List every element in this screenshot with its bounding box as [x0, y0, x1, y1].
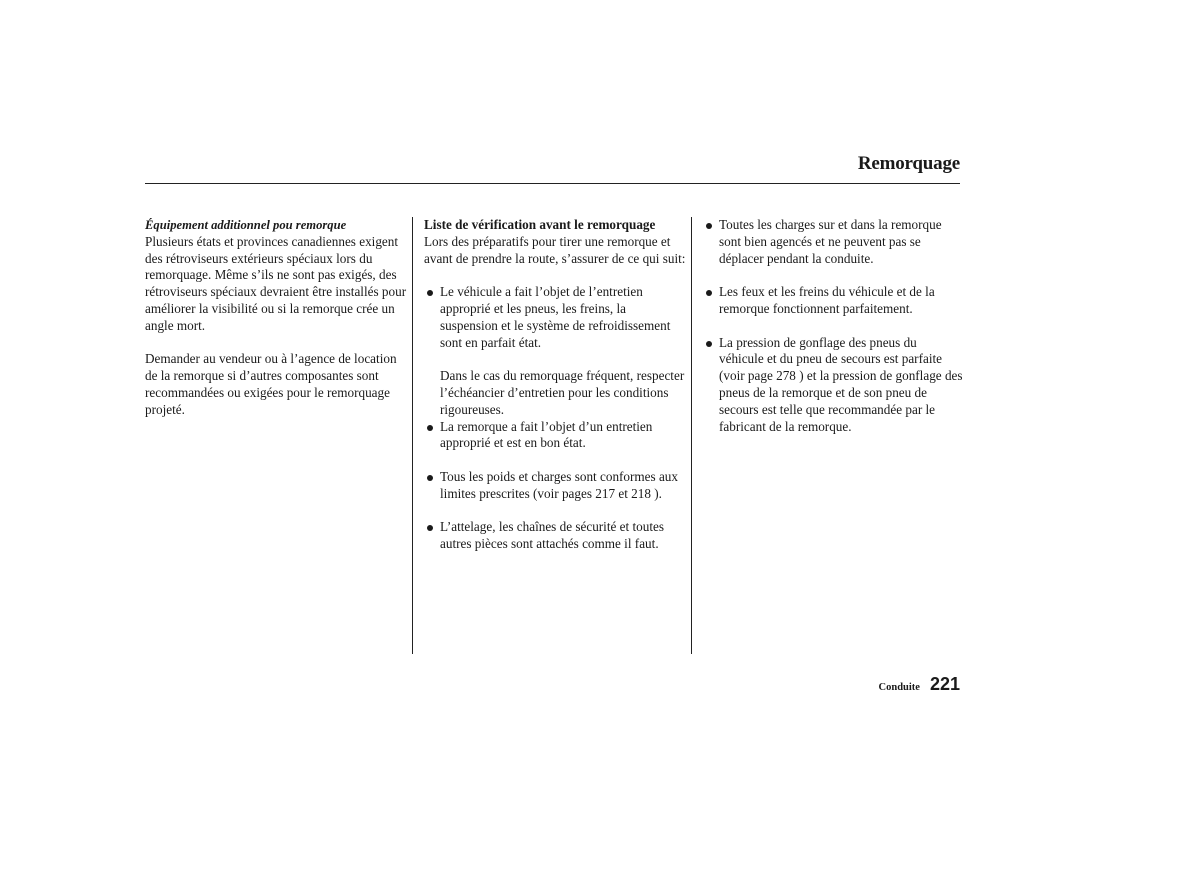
checklist-list: [424, 284, 686, 351]
column-1: [145, 217, 407, 419]
header-rule: [145, 183, 960, 184]
footer-section-label: Conduite: [878, 682, 920, 693]
maintenance-note: Dans le cas du remorquage fréquent, respecter l’échéancier d’entretien pour les conditions rigoureuses.: [440, 368, 685, 417]
bullet-icon: [706, 223, 712, 229]
column-3: [703, 217, 963, 452]
list-item: Toutes les charges sur et dans la remorque sont bien agencés et ne peuvent pas se déplacer pendant la conduite.: [703, 217, 963, 267]
list-item: Les feux et les freins du véhicule et de la remorque fonctionnent parfaitement.: [703, 284, 963, 318]
checklist-intro: Lors des préparatifs pour tirer une remorque et avant de prendre la route, s’assurer de ce qui suit:: [424, 233, 686, 266]
page-number: 221: [929, 674, 960, 694]
column-2: [424, 217, 686, 570]
bullet-icon: [706, 290, 712, 296]
bullet-icon: [427, 475, 433, 481]
bullet-icon: [427, 425, 433, 431]
bullet-icon: [427, 525, 433, 531]
page-footer: [879, 674, 960, 695]
list-item: La pression de gonflage des pneus du véhicule et du pneu de secours est parfaite (voir page 278 ) et la pression de gonflage des pneus de la remorque et de son pneu de secours est telle que recommandée par le fabricant de la remorque.: [703, 335, 963, 436]
bullet-icon: [706, 341, 712, 347]
section-heading-checklist: Liste de vérification avant le remorquage: [424, 217, 656, 232]
list-item: La remorque a fait l’objet d’un entretien approprié et est en bon état.: [424, 419, 686, 453]
list-item: Tous les poids et charges sont conformes aux limites prescrites (voir pages 217 et 218 ).: [424, 469, 686, 503]
paragraph-dealer: Demander au vendeur ou à l’agence de location de la remorque si d’autres composantes sont recommandées ou exigées pour le remorquage projeté.: [145, 351, 397, 417]
column-divider-2: [691, 217, 692, 654]
list-item: Le véhicule a fait l’objet de l’entretien approprié et les pneus, les freins, la suspension et le système de refroidissement sont en parfait état.: [424, 284, 686, 351]
bullet-icon: [427, 290, 433, 296]
column-divider-1: [412, 217, 413, 654]
page-title: Remorquage: [857, 153, 960, 174]
section-heading-equipment: Équipement additionnel pou remorque: [145, 218, 347, 232]
list-item: L’attelage, les chaînes de sécurité et toutes autres pièces sont attachés comme il faut.: [424, 519, 686, 553]
paragraph-mirrors: Plusieurs états et provinces canadiennes exigent des rétroviseurs extérieurs spéciaux lors du remorquage. Même s’ils ne sont pas exigés, des rétroviseurs spéciaux devraient être installés pour améliorer la visibilité ou si la remorque crée un angle mort.: [145, 233, 407, 333]
